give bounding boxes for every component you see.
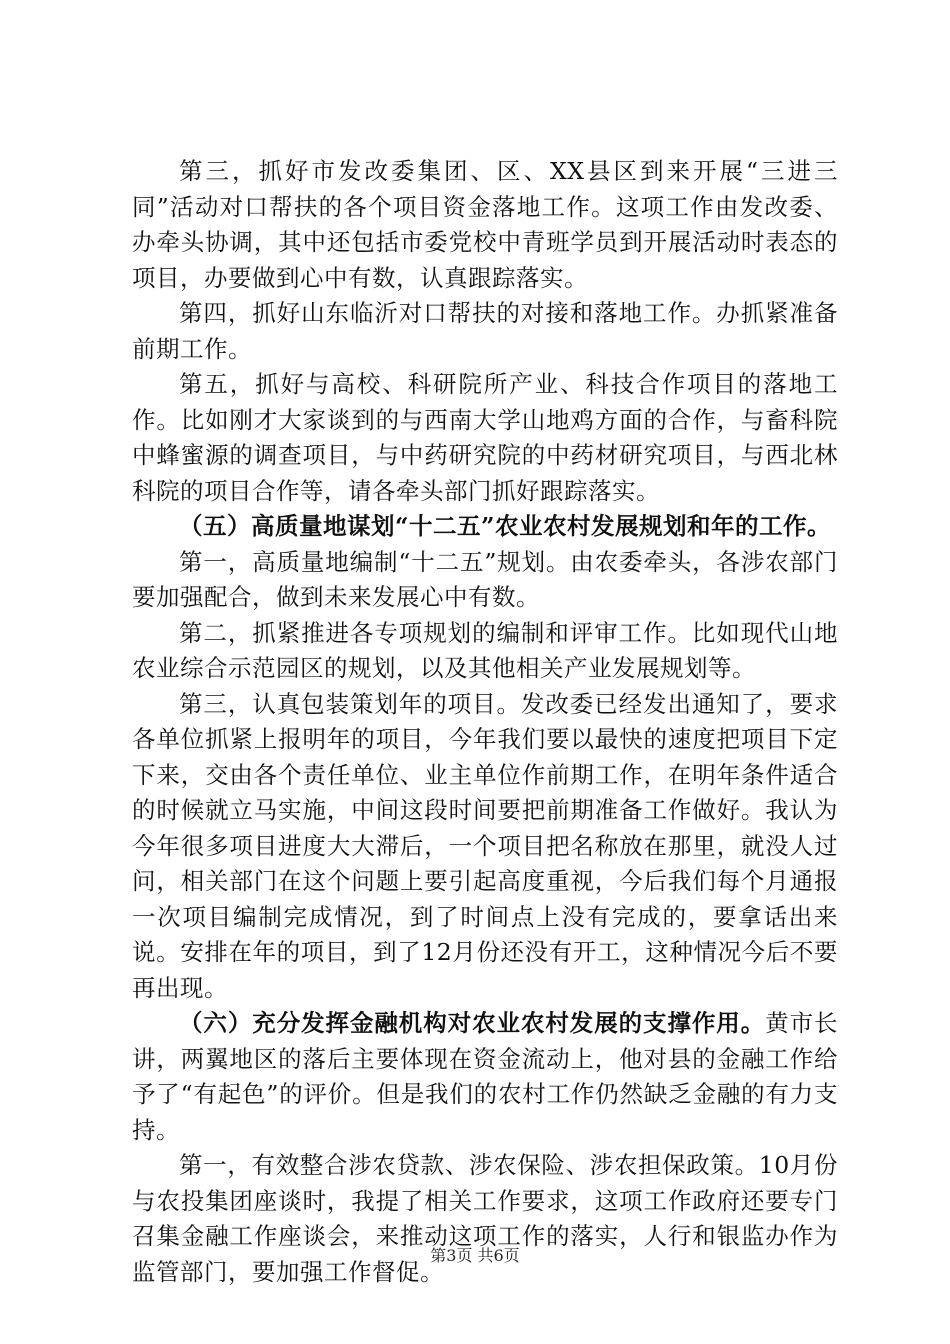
paragraph-with-heading-six (132, 1006, 838, 1148)
paragraph: 第一，高质量地编制“十二五”规划。由农委牵头，各涉农部门要加强配合，做到未来发展心中有数。 (132, 547, 838, 611)
page-footer: 第3页 共6页 (430, 1246, 520, 1265)
paragraph: 第五，抓好与高校、科研院所产业、科技合作项目的落地工作。比如刚才大家谈到的与西南大学山地鸡方面的合作，与畜科院中蜂蜜源的调查项目，与中药研究院的中药材研究项目，与西北林科院的项目合作等，请各牵头部门抓好跟踪落实。 (132, 370, 838, 505)
paragraph: 第四，抓好山东临沂对口帮扶的对接和落地工作。办抓紧准备前期工作。 (132, 299, 838, 363)
paragraph: 第一，有效整合涉农贷款、涉农保险、涉农担保政策。10月份与农投集团座谈时，我提了相关工作要求，这项工作政府还要专门召集金融工作座谈会，来推动这项工作的落实，人行和银监办作为监管部门，要加强工作督促。 (132, 1151, 838, 1286)
paragraph: 第三，认真包装策划年的项目。发改委已经发出通知了，要求各单位抓紧上报明年的项目，今年我们要以最快的速度把项目下定下来，交由各个责任单位、业主单位作前期工作，在明年条件适合的时候就立马实施，中间这段时间要把前期准备工作做好。我认为今年很多项目进度大大滞后，一个项目把名称放在那里，就没人过问，相关部门在这个问题上要引起高度重视，今后我们每个月通报一次项目编制完成情况，到了时间点上没有完成的，要拿话出来说。安排在年的项目，到了12月份还没有开工，这种情况今后不要再出现。 (132, 689, 838, 1002)
document-body (132, 154, 838, 1290)
paragraph: 第二，抓紧推进各专项规划的编制和评审工作。比如现代山地农业综合示范园区的规划，以及其他相关产业发展规划等。 (132, 618, 838, 682)
paragraph-text: 黄市长讲，两翼地区的落后主要体现在资金流动上，他对县的金融工作给予了“有起色”的评价。但是我们的农村工作仍然缺乏金融的有力支持。 (132, 1009, 839, 1144)
paragraph: 第三，抓好市发改委集团、区、XX县区到来开展“三进三同”活动对口帮扶的各个项目资金落地工作。这项工作由发改委、办牵头协调，其中还包括市委党校中青班学员到开展活动时表态的项目，办要做到心中有数，认真跟踪落实。 (132, 157, 838, 292)
section-heading-six: （六）充分发挥金融机构对农业农村发展的支撑作用。 (179, 1009, 766, 1037)
section-heading-five: （五）高质量地谋划“十二五”农业农村发展规划和年的工作。 (179, 512, 832, 540)
